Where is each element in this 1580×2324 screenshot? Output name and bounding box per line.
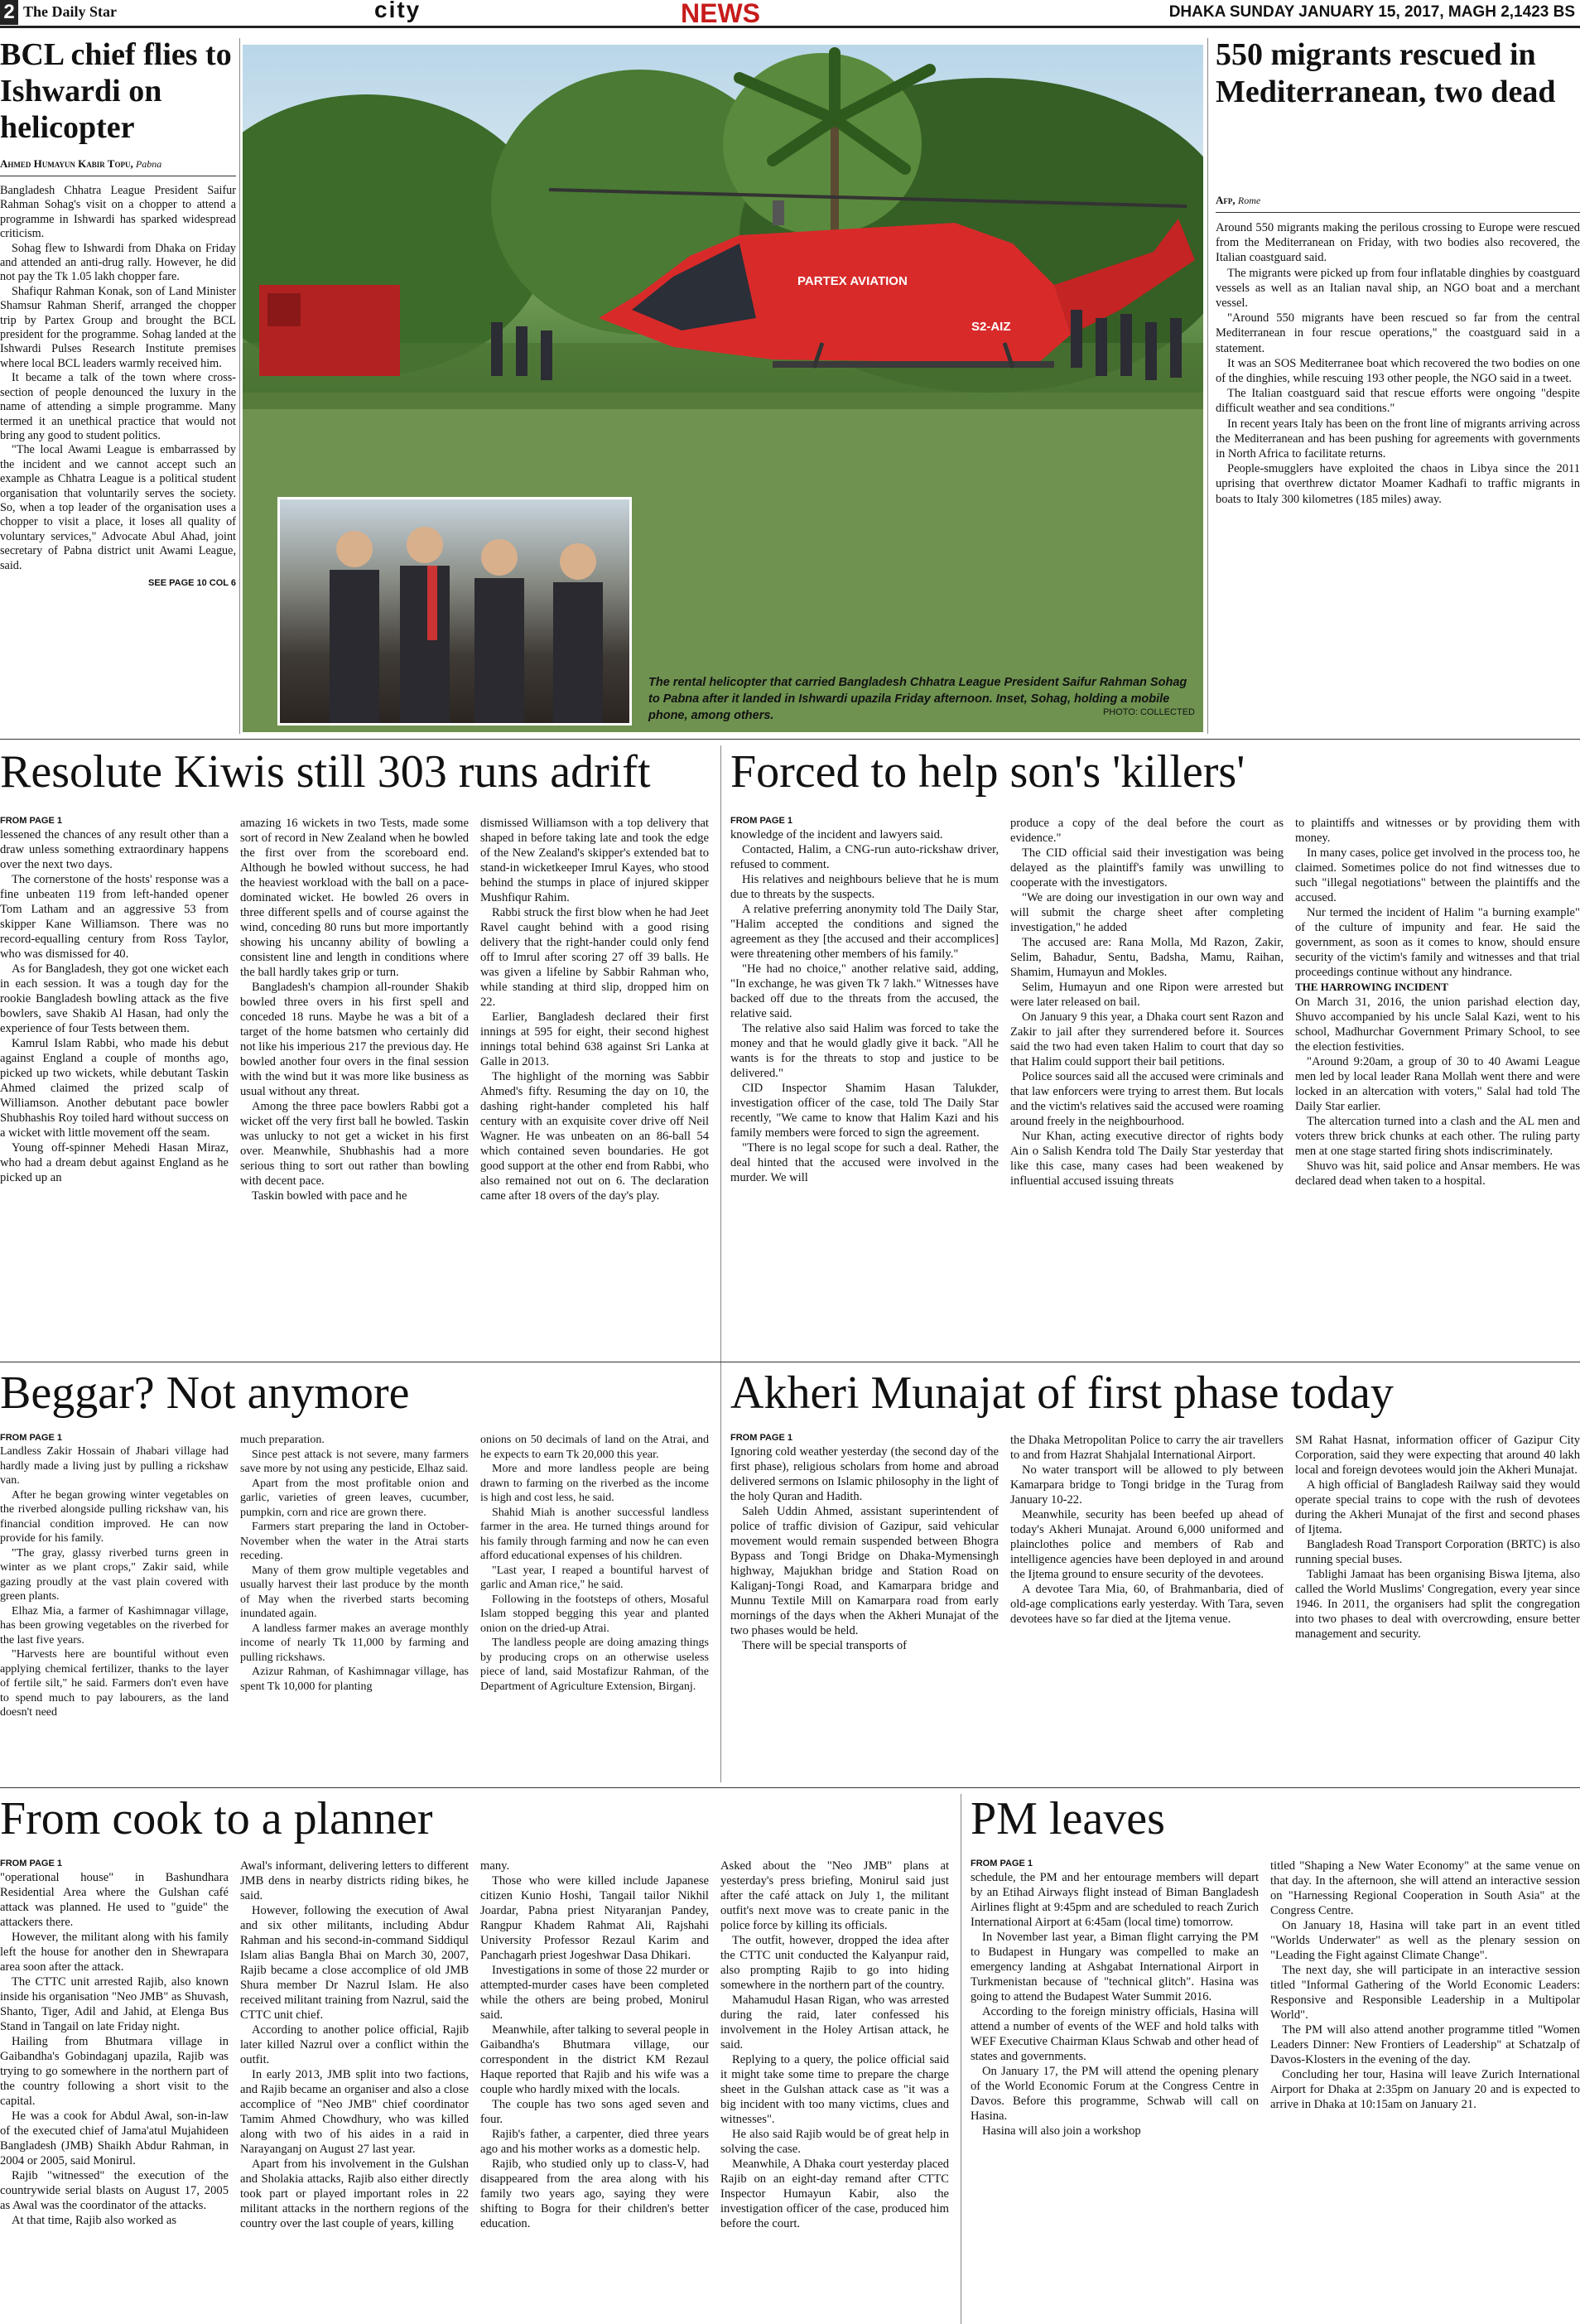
bcl-byline-name: Ahmed Humayun Kabir Topu,	[0, 157, 133, 170]
paragraph: Young off-spinner Mehedi Hasan Miraz, who had a dream debut against England as he picked up an	[0, 1141, 229, 1184]
inset-photo	[277, 497, 632, 726]
munajat-col-1	[730, 1433, 999, 1653]
paragraph: The next day, she will participate in an interactive session titled "Informal Gathering of the World Economic Leaders: Responsive and Responsible Leadership in a Multipolar World".	[1270, 1964, 1580, 2022]
kiwis-col-3	[480, 816, 709, 1203]
paragraph: On January 9 this year, a Dhaka court sent Razon and Zakir to jail after they surrendered before it. Sources said the two had even taken Halim to court that day so that Halim could support their bail petitions.	[1010, 1010, 1284, 1068]
beggar-col-3	[480, 1433, 709, 1694]
killers-col-3	[1295, 816, 1580, 1189]
paragraph: Saleh Uddin Ahmed, assistant superintendent of police of traffic division of Gazipur, said vehicular movement would remain suspended between Bhogra Bypass and Tongi Bridge on Dhaka-Mymensingh highway, Majukhan bridge and Station Road on Kaliganj-Tongi Road, and Kamarpara bridge and Munnu Textile Mill on Kamarpara road from early mornings of the days when the Akheri Munajat of the two phases would be held.	[730, 1505, 999, 1637]
paragraph: As for Bangladesh, they got one wicket each in each session. It was a tough day for the rookie Bangladesh bowling attack as the five bowlers, save Shakib Al Hasan, had only the experience of four Tests between them.	[0, 962, 229, 1035]
bcl-headline: BCL chief flies to Ishwardi on helicopter	[0, 37, 232, 145]
helicopter-registration: S2-AIZ	[971, 320, 1011, 334]
paragraph: Tablighi Jamaat has been organising Biswa Ijtema, also called the World Muslims' Congregation, every year since 1946. In 2011, the organisers had split the congregation into two phases to deal with overcrowding, ensure better management and security.	[1295, 1568, 1580, 1641]
paragraph: Concluding her tour, Hasina will leave Zurich International Airport for Dhaka at 2:35pm on January 20 and is expected to arrive in Dhaka at 10:15am on January 21.	[1270, 2068, 1580, 2111]
paragraph: The cornerstone of the hosts' response was a fine unbeaten 119 from left-handed opener Tom Latham and an aggressive 53 from skipper Kane Williamson. There was no record-equalling century from Ross Taylor, who was dismissed for 40.	[0, 873, 229, 961]
migrants-byline	[1216, 194, 1464, 207]
killers-col-2	[1010, 816, 1284, 1189]
paragraph: Around 550 migrants making the perilous crossing to Europe were rescued from the Mediterranean on Friday, with two bodies also recovered, the Italian coastguard said.	[1216, 221, 1580, 265]
paragraph: Apart from his involvement in the Gulshan and Sholakia attacks, Rajib also either directly took part or played important roles in 22 militant attacks in the northern regions of the country over the last couple of years, killing	[240, 2158, 469, 2230]
paragraph: The outfit, however, dropped the idea after the CTTC unit conducted the Kalyanpur raid, also prompting Rajib to go into hiding somewhere in the northern part of the country.	[720, 1934, 949, 1992]
paragraph: A landless farmer makes an average monthly income of nearly Tk 11,000 by farming and pulling rickshaws.	[240, 1622, 469, 1664]
paragraph: SM Rahat Hasnat, information officer of Gazipur City Corporation, said they were expecting that around 40 lakh local and foreign devotees would join the Akheri Munajat.	[1295, 1434, 1580, 1477]
paragraph: much preparation.	[240, 1434, 325, 1446]
cook-col-4	[720, 1859, 949, 2231]
paragraph: The PM will also attend another programme titled "Women Leaders Dinner: New Frontiers of Leadership" at Schatzalp of Davos-Klosters in the evening of the day.	[1270, 2023, 1580, 2066]
paragraph: Among the three pace bowlers Rabbi got a wicket off the very first ball he bowled. Taskin was unlucky to not get a wicket in his first over. Meanwhile, Shubhashis had a more serious thing to sort out rather than bowling with decent pace.	[240, 1100, 469, 1188]
paragraph: "Harvests here are bountiful without even applying chemical fertilizer, thanks to the layer of fertile silt," he said. Farmers don't even have to spend much to pay labourers, as the land doesn't need	[0, 1648, 229, 1719]
paragraph: Since pest attack is not severe, many farmers save more by not using any pesticide, Elhaz said.	[240, 1448, 469, 1475]
cook-col-2	[240, 1859, 469, 2231]
paragraph: Nur termed the incident of Halim "a burning example" of the culture of impunity and fear. He said the government, as soon as it comes to know, should ensure security of the victim's family and witnesses and that trial proceedings continue without any hindrance.	[1295, 906, 1580, 979]
paragraph: He also said Rajib would be of great help in solving the case.	[720, 2128, 949, 2156]
caption-inset-rest: , Sohag,	[1024, 692, 1072, 706]
paragraph: There will be special transports of	[742, 1639, 907, 1652]
paragraph: At that time, Rajib also worked as	[12, 2214, 177, 2227]
paragraph: However, the militant along with his family left the house for another den in Shewrapara area soon after the attack.	[0, 1931, 229, 1974]
pm-headline: PM leaves	[971, 1793, 1165, 1844]
section-label: city	[374, 0, 421, 22]
paragraph: The accused are: Rana Molla, Md Razon, Zakir, Selim, Bahadur, Sentu, Badsha, Mamu, Raihan, Shamim, Humayun and Mokles.	[1010, 936, 1284, 979]
paragraph: Nur Khan, acting executive director of rights body Ain o Salish Kendra told The Daily Star yesterday that like this case, many cases had been weakened by influential accused issuing threats	[1010, 1130, 1284, 1188]
paragraph: Meanwhile, after talking to several people in Gaibandha's Bhutmara village, our correspondent in the district KM Rezaul Haque reported that Rajib and his wife was a couple who hardly mixed with the locals.	[480, 2023, 709, 2096]
paragraph: In many cases, police get involved in the process too, he claimed. Sometimes police do not find witnesses due to such "illegal negotiations" between the plaintiffs and the accused.	[1295, 846, 1580, 904]
from-page-label: FROM PAGE 1	[730, 1433, 792, 1443]
paragraph: The Italian coastguard said that rescue efforts were ongoing "despite difficult weather and sea conditions."	[1216, 387, 1580, 416]
paragraph: The highlight of the morning was Sabbir Ahmed's fifty. Resuming the day on 10, the dashing right-hander completed his half century with an exquisite cover drive off Neil Wagner. He was unbeaten on an 86-ball 54 which contained seven boundaries. He got good support at the other end from Rabbi, who also remained not out on 6. The declaration came after 18 overs of the day's play.	[480, 1070, 709, 1203]
from-page-label: FROM PAGE 1	[971, 1859, 1033, 1868]
paragraph: Rajib's father, a carpenter, died three years ago and his mother works as a domestic help.	[480, 2128, 709, 2156]
paragraph: "Around 550 migrants have been rescued so far from the central Mediterranean in four rescue operations," the coastguard said in a statement.	[1216, 311, 1580, 355]
paragraph: On January 17, the PM will attend the opening plenary of the World Economic Forum at the Congress Centre in Davos. Before this programme, Schwab will call on Hasina.	[971, 2065, 1259, 2123]
migrants-byline-place: Rome	[1237, 195, 1261, 206]
paragraph: Shahid Miah is another successful landless farmer in the area. He turned things around for his family through farming and now he can even afford educational expenses of his children.	[480, 1506, 709, 1562]
paragraph: Contacted, Halim, a CNG-run auto-rickshaw driver, refused to comment.	[730, 843, 999, 871]
caption-main: The rental helicopter that carried Bangladesh Chhatra League President Saifur Rahman Sohag to Pabna after it landed in Ishwardi upazila Friday afternoon.	[648, 676, 1187, 706]
caption-end: , among others.	[684, 709, 774, 722]
paragraph: CID Inspector Shamim Hasan Talukder, investigation officer of the case, told The Daily Star recently, "We came to know that Halim Kazi and his family members were forced to sign the agreement.	[730, 1082, 999, 1140]
bcl-byline	[0, 157, 236, 171]
paragraph: produce a copy of the deal before the court as evidence."	[1010, 817, 1284, 845]
photo-caption	[648, 674, 1195, 724]
paragraph: Kamrul Islam Rabbi, who made his debut against England a couple of months ago, picked up two wickets, while debutant Taskin Ahmed claimed the prized scalp of Williamson. Another debutant pace bowler Shubhashis Roy toiled hard without success on a wicket with little movement off the seam.	[0, 1037, 229, 1140]
paragraph: Bangladesh's champion all-rounder Shakib bowled three overs in his first spell and conceded 18 runs. Maybe he was a bit of a target of the home batsmen who certainly did not like his imperious 217 the previous day. He bowled another four overs in the final session with the wind but it was more like business as usual without any threat.	[240, 981, 469, 1098]
see-page-link[interactable]: SEE PAGE 10 COL 6	[148, 577, 236, 588]
subhead: THE HARROWING INCIDENT	[1295, 981, 1448, 993]
paragraph: However, following the execution of Awal and six other militants, including Abdur Rahman and his second-in-command Siddiqul Islam alias Bangla Bhai on March 30, 2007, Rajib became a close accomplice of old JMB Shura member Dr Nazrul Islam. He also received militant training from Nazrul, said the CTTC unit chief.	[240, 1904, 469, 2022]
from-page-label: FROM PAGE 1	[730, 816, 792, 826]
paragraph: In November last year, a Biman flight carrying the PM to Budapest in Hungary was compelled to make an emergency landing at Ashgabat International Airport in Turkmenistan because of "technical glitch". Hasina was going to attend the Budapest Water Summit 2016.	[971, 1931, 1259, 2003]
pm-col-1	[971, 1859, 1259, 2138]
paragraph: "Last year, I reaped a bountiful harvest of garlic and Aman rice," he said.	[480, 1564, 709, 1591]
beggar-headline: Beggar? Not anymore	[0, 1367, 410, 1419]
paragraph: Farmers start preparing the land in October-November when the water in the Atrai starts receding.	[240, 1521, 469, 1562]
paragraph: many.	[480, 1859, 510, 1873]
paragraph: On January 18, Hasina will take part in an event titled "Worlds Underwater" as well as the plenary session on "Leading the Fight against Climate Change".	[1270, 1919, 1580, 1962]
paragraph: Azizur Rahman, of Kashimnagar village, has spent Tk 10,000 for planting	[240, 1666, 469, 1693]
caption-italic: holding a mobile phone	[648, 692, 1170, 722]
paragraph: lessened the chances of any result other than a draw unless something extraordinary happens over the next two days.	[0, 828, 229, 871]
paragraph: Selim, Humayun and one Ripon were arrested but were later released on bail.	[1010, 981, 1284, 1009]
kiwis-col-2	[240, 816, 469, 1203]
paragraph: Landless Zakir Hossain of Jhabari village had hardly made a living just by pulling a rickshaw van.	[0, 1445, 229, 1487]
paragraph: to plaintiffs and witnesses or by providing them with money.	[1295, 817, 1580, 845]
paragraph: Following in the footsteps of others, Mosaful Islam stopped begging this year and planted onion on the dried-up Atrai.	[480, 1593, 709, 1635]
caption-inset-label: Inset	[995, 692, 1024, 706]
killers-col-1	[730, 816, 999, 1185]
paragraph: "The gray, glassy riverbed turns green in winter as we plant crops," Zakir said, while gazing proudly at the vast plain covered with green plants.	[0, 1546, 229, 1603]
paragraph: Bangladesh Road Transport Corporation (BRTC) is also running special buses.	[1295, 1538, 1580, 1566]
munajat-headline: Akheri Munajat of first phase today	[730, 1367, 1394, 1419]
paragraph: knowledge of the incident and lawyers said.	[730, 828, 943, 841]
paragraph: The migrants were picked up from four inflatable dinghies by coastguard vessels as well as an Italian naval ship, an NGO boat and a merchant vessel.	[1216, 266, 1580, 311]
masthead	[0, 0, 1580, 28]
paragraph: Awal's informant, delivering letters to different JMB dens in nearby districts riding bikes, he said.	[240, 1859, 469, 1902]
dateline: DHAKA SUNDAY JANUARY 15, 2017, MAGH 2,1423 BS	[1168, 3, 1575, 21]
paragraph: schedule, the PM and her entourage members will depart by an Etihad Airways flight instead of Biman Bangladesh Airlines flight at 9:45pm and are scheduled to reach Zurich International Airport at 6:45am (local time) tomorrow.	[971, 1871, 1259, 1929]
paragraph: After he began growing winter vegetables on the riverbed alongside pulling rickshaw van, his financial condition improved. He can now provide for his family.	[0, 1488, 229, 1545]
paragraph: amazing 16 wickets in two Tests, made some sort of record in New Zealand when he bowled the first over from the scoreboard end. Although he bowled without success, he had the heaviest workload with the ball on a pace-dominated wicket. He bowled 26 overs in three different spells and of course against the wind, conceding 80 runs but more importantly showing his uncanny ability of bowling a consistent line and length in conditions where the ball hardly takes grip or turn.	[240, 817, 469, 979]
paragraph: Rajib, who studied only up to class-V, had disappeared from the area along with his family two years ago, saying they were shifting to Bogra for their children's better education.	[480, 2158, 709, 2230]
kiwis-headline: Resolute Kiwis still 303 runs adrift	[0, 746, 651, 798]
paragraph: The CID official said their investigation was being delayed as the plaintiff's family was unwilling to cooperate with the investigators.	[1010, 846, 1284, 890]
paragraph: Replying to a query, the police official said it might take some time to prepare the charge sheet in the Gulshan attack case as "it was a big incident with too many victims, clues and witnesses".	[720, 2053, 949, 2126]
paragraph: In early 2013, JMB split into two factions, and Rajib became an organiser and also a close accomplice of "Neo JMB" chief coordinator Tamim Ahmed Chowdhury, who was killed along with two of his aides in a raid in Narayanganj on August 27 last year.	[240, 2068, 469, 2156]
paragraph: Asked about the "Neo JMB" plans at yesterday's press briefing, Monirul said just after the café attack on July 1, the militant outfit's next move was to create panic in the police force by killing its officials.	[720, 1859, 949, 1932]
paragraph: The CTTC unit arrested Rajib, also known inside his organisation "Neo JMB" as Shuvash, Shanto, Tiger, Adil and Jahid, at Elenga Bus Stand in Tangail on late Friday night.	[0, 1975, 229, 2033]
page-number: 2	[0, 0, 18, 25]
paragraph: Elhaz Mia, a farmer of Kashimnagar village, has been growing vegetables on the riverbed for the last five years.	[0, 1604, 229, 1647]
bcl-byline-place: Pabna	[135, 158, 162, 170]
paragraph: According to the foreign ministry officials, Hasina will attend a number of events of the WEF and hold talks with WEF Executive Chairman Klaus Schwab and other head of states and governments.	[971, 2005, 1259, 2063]
paragraph: Rabbi struck the first blow when he had Jeet Ravel caught behind with a good rising delivery that the right-hander could only fend off to Imrul after scoring 27 off 39 balls. He was given a lifeline by Sabbir Rahman who, while standing at third slip, dropped him on 22.	[480, 906, 709, 1009]
paragraph: Police sources said all the accused were criminals and that law enforcers were trying to arrest them. But locals and the victim's relatives said the accused were roaming around freely in the neighbourhood.	[1010, 1070, 1284, 1128]
paragraph: In recent years Italy has been on the front line of migrants arriving across the Mediterranean and has been pushing for agreements with governments in North Africa to facilitate returns.	[1216, 417, 1580, 461]
paragraph: According to another police official, Rajib later killed Nazrul over a conflict within the outfit.	[240, 2023, 469, 2066]
paragraph: Bangladesh Chhatra League President Saifur Rahman Sohag's visit on a chopper to attend a programme in Ishwardi has sparked widespread criticism.	[0, 184, 236, 241]
paragraph: Many of them grow multiple vegetables and usually harvest their last produce by the month of May when the riverbed starts becoming inundated again.	[240, 1564, 469, 1620]
paragraph: Hailing from Bhutmara village in Gaibandha's Gobindaganj upazila, Rajib was trying to go somewhere in the northern part of the country following a short visit to the capital.	[0, 2035, 229, 2108]
migrants-body	[1216, 220, 1580, 507]
paragraph: "We are doing our investigation in our own way and will submit the charge sheet after completing investigation," he added	[1010, 891, 1284, 934]
kiwis-col-1	[0, 816, 229, 1185]
from-page-label: FROM PAGE 1	[0, 1433, 62, 1443]
helicopter-livery: PARTEX AVIATION	[797, 274, 908, 288]
paragraph: Shuvo was hit, said police and Ansar members. He was declared dead when taken to a hospital.	[1295, 1160, 1580, 1188]
paragraph: "The local Awami League is embarrassed by the incident and we cannot accept such an example as Chhatra League is a political student organisation that voluntarily serves the society. So, when a top leader of the organisation uses a chopper to visit a place, it loses all quality of voluntary services," Advocate Abul Ahad, joint secretary of Pabna district unit Awami League, said.	[0, 443, 236, 572]
beggar-col-2	[240, 1433, 469, 1694]
munajat-col-2	[1010, 1433, 1284, 1627]
paragraph: Ignoring cold weather yesterday (the second day of the first phase), religious scholars from home and abroad delivered sermons on Islamic philosophy in the light of the holy Quran and Hadith.	[730, 1445, 999, 1503]
migrants-headline: 550 migrants rescued in Mediterranean, two dead	[1216, 37, 1556, 109]
paragraph: A relative preferring anonymity told The Daily Star, "Halim accepted the conditions and signed the agreement as they [the accused and their accomplices] were threatening other members of his family."	[730, 903, 999, 961]
paragraph: Sohag flew to Ishwardi from Dhaka on Friday and attended an anti-drug rally. However, he did not pay the Tk 1.05 lakh chopper fare.	[0, 241, 236, 284]
paragraph: No water transport will be allowed to ply between Kamarpara bridge to Tongi bridge in the Turag from January 10-22.	[1010, 1463, 1284, 1507]
paragraph: The couple has two sons aged seven and four.	[480, 2098, 709, 2126]
paragraph: People-smugglers have exploited the chaos in Libya since the 2011 uprising that overthrew dictator Moamer Kadhafi to traffic migrants in boats to Italy 300 kilometres (185 miles) away.	[1216, 462, 1580, 506]
cook-col-3	[480, 1859, 709, 2231]
killers-headline: Forced to help son's 'killers'	[730, 746, 1245, 798]
paragraph: "operational house" in Bashundhara Residential Area where the Gulshan café attack was planned. He used to "guide" the attackers there.	[0, 1871, 229, 1929]
paragraph: It became a talk of the town where cross-section of people denounced the luxury in the name of attending a simple programme. Many termed it an unethical practice that would not bring any good to student politics.	[0, 371, 236, 442]
from-page-label: FROM PAGE 1	[0, 816, 62, 826]
paragraph: Hasina will also join a workshop	[982, 2124, 1141, 2138]
paragraph: His relatives and neighbours believe that he is mum due to threats by the suspects.	[730, 873, 999, 901]
paragraph: It was an SOS Mediterranee boat which recovered the two bodies on one of the dinghies, while rescuing 193 other people, the NGO said in a tweet.	[1216, 356, 1580, 386]
bcl-body	[0, 184, 236, 588]
paragraph: Meanwhile, security has been beefed up ahead of today's Akheri Munajat. Around 6,000 uniformed and plainclothes police and members of Rab and intelligence agencies have been deployed in and around the Ijtema ground to ensure security of the devotees.	[1010, 1508, 1284, 1581]
paragraph: The landless people are doing amazing things by producing crops on an otherwise useless piece of land, said Mostafizur Rahman, of the Department of Agriculture Extension, Birganj.	[480, 1637, 709, 1693]
paragraph: the Dhaka Metropolitan Police to carry the air travellers to and from Hazrat Shahjalal International Airport.	[1010, 1434, 1284, 1462]
cook-headline: From cook to a planner	[0, 1793, 433, 1844]
section-news-label: NEWS	[681, 0, 760, 28]
paragraph: The altercation turned into a clash and the AL men and voters threw brick chunks at each other. The ruling party men at one stage started firing shots indiscriminately.	[1295, 1115, 1580, 1158]
beggar-col-1	[0, 1433, 229, 1720]
paragraph: More and more landless people are being drawn to farming on the riverbed as the income is high and cost less, he said.	[480, 1463, 709, 1504]
paragraph: "There is no legal scope for such a deal. Rather, the deal hinted that the accused were involved in the murder. We will	[730, 1141, 999, 1184]
paragraph: A high official of Bangladesh Railway said they would operate special trains to cope with the rush of devotees during the Akheri Munajat of the first and second phases of Ijtema.	[1295, 1478, 1580, 1536]
paragraph: Apart from the most profitable onion and garlic, varieties of green leaves, cucumber, pumpkin, corn and rice are grown there.	[240, 1477, 469, 1519]
paragraph: Rajib "witnessed" the execution of the countrywide serial blasts on August 17, 2005 as Awal was the coordinator of the attacks.	[0, 2169, 229, 2212]
paragraph: A devotee Tara Mia, 60, of Brahmanbaria, died of old-age complications early yesterday. With Tara, seven devotees have so far died at the Ijtema venue.	[1010, 1583, 1284, 1626]
paragraph: Investigations in some of those 22 murder or attempted-murder cases have been completed while the others are being probed, Monirul said.	[480, 1964, 709, 2022]
paragraph: On March 31, 2016, the union parishad election day, Shuvo accompanied by his uncle Salal Kazi, went to his school, Madhurchar Government Primary School, to see the election festivities.	[1295, 996, 1580, 1054]
paragraph: Shafiqur Rahman Konak, son of Land Minister Shamsur Rahman Sherif, arranged the chopper trip by Partex Group and brought the BCL president for the programme. Sohag landed at the Ishwardi Pulses Research Institute premises where local BCL leaders warmly received him.	[0, 284, 236, 370]
cook-col-1	[0, 1859, 229, 2228]
from-page-label: FROM PAGE 1	[0, 1859, 62, 1868]
photo-credit: PHOTO: COLLECTED	[1102, 707, 1195, 717]
paragraph: He was a cook for Abdul Awal, son-in-law of the executed chief of Jama'atul Mujahideen Bangladesh (JMB) Shaikh Abdur Rahman, in 2004 or 2005, said Monirul.	[0, 2109, 229, 2167]
paragraph: titled "Shaping a New Water Economy" at the same venue on that day. In the afternoon, she will attend an interactive session on "Harnessing Regional Cooperation in South Asia" at the Congress Centre.	[1270, 1859, 1580, 1917]
munajat-col-3	[1295, 1433, 1580, 1642]
pm-col-2	[1270, 1859, 1580, 2112]
paragraph: dismissed Williamson with a top delivery that shaped in before taking late and took the edge of the New Zealand's skipper's extended bat to stand-in wicketkeeper Imrul Kayes, who stood behind the stumps in place of injured skipper Mushfiqur Rahim.	[480, 817, 709, 904]
migrants-byline-name: Afp,	[1216, 194, 1236, 206]
paragraph: Meanwhile, A Dhaka court yesterday placed Rajib on an eight-day remand after CTTC Inspector Humayun Kabir, also the investigation officer of the case, produced him before the court.	[720, 2158, 949, 2230]
paragraph: The relative also said Halim was forced to take the money and that he would gladly give it back. "All he wants is for the threats to stop and justice to be delivered."	[730, 1022, 999, 1080]
paragraph: onions on 50 decimals of land on the Atrai, and he expects to earn Tk 20,000 this year.	[480, 1434, 709, 1461]
paragraph: "He had no choice," another relative said, adding, "In exchange, he was given Tk 7 lakh." Witnesses have backed off due to the threats from the accused, the relative said.	[730, 962, 999, 1020]
paragraph: Earlier, Bangladesh declared their first innings at 595 for eight, their second highest innings total behind 638 against Sri Lanka at Galle in 2013.	[480, 1010, 709, 1068]
paragraph: Taskin bowled with pace and he	[252, 1189, 407, 1203]
paragraph: Mahamudul Hasan Rigan, who was arrested during the raid, later confessed his involvement in the Holey Artisan attack, he said.	[720, 1994, 949, 2052]
paragraph: "Around 9:20am, a group of 30 to 40 Awami League men led by local leader Rana Mollah went there and were locked in an altercation with voters," Salal had told The Daily Star earlier.	[1295, 1055, 1580, 1113]
paper-name: The Daily Star	[23, 3, 118, 20]
paragraph: Those who were killed include Japanese citizen Kunio Hoshi, Tangail tailor Nikhil Joardar, Pabna priest Nityaranjan Pandey, Rangpur Khadem Rahmat Ali, Rajshahi University Professor Rezaul Karim and Panchagarh priest Jogeshwar Dasa Dhikari.	[480, 1874, 709, 1962]
